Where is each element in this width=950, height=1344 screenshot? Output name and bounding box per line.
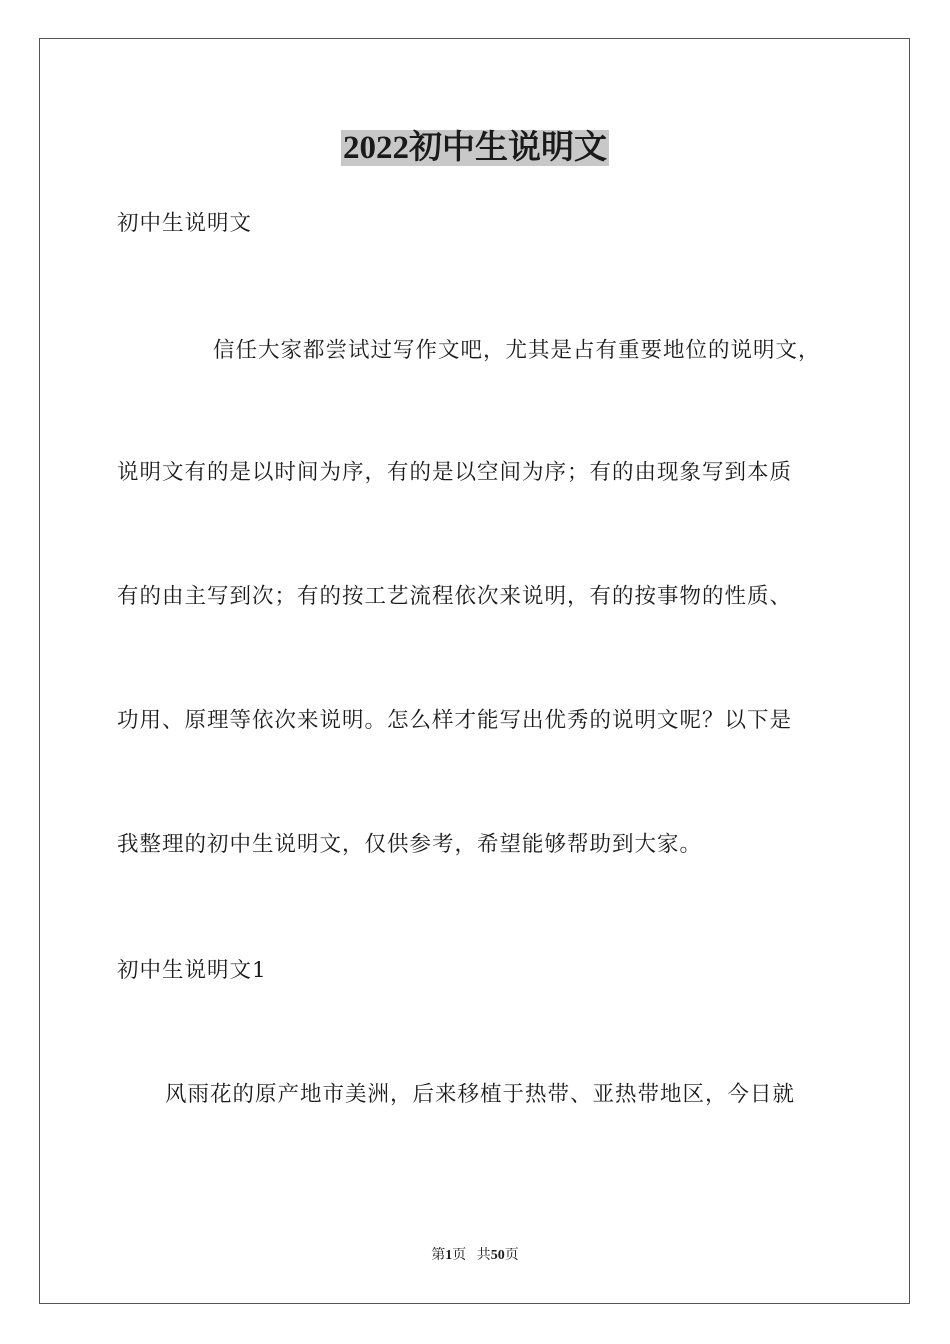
page-footer <box>0 1246 950 1266</box>
footer-page-suffix: 页 <box>452 1248 467 1263</box>
paragraph-line: 信任大家都尝试过写作文吧，尤其是占有重要地位的说明文， <box>213 338 821 363</box>
section-heading: 初中生说明文 <box>117 211 253 236</box>
document-title-text: 2022初中生说明文 <box>343 130 607 166</box>
paragraph-line: 有的由主写到次；有的按工艺流程依次来说明，有的按事物的性质、 <box>117 584 793 609</box>
paragraph-line: 功用、原理等依次来说明。怎么样才能写出优秀的说明文呢？以下是 <box>117 708 793 733</box>
footer-total-suffix: 页 <box>504 1248 519 1263</box>
paragraph-line: 说明文有的是以时间为序，有的是以空间为序；有的由现象写到本质 <box>117 460 793 485</box>
document-title <box>0 126 950 170</box>
footer-total-pages: 50 <box>490 1248 505 1263</box>
section-heading: 初中生说明文1 <box>117 958 267 983</box>
footer-page-number: 1 <box>445 1248 453 1263</box>
footer-total-prefix: 共 <box>476 1248 491 1263</box>
paragraph-line: 我整理的初中生说明文，仅供参考，希望能够帮助到大家。 <box>117 832 703 857</box>
footer-prefix: 第 <box>431 1248 446 1263</box>
paragraph-line: 风雨花的原产地市美洲，后来移植于热带、亚热带地区，今日就 <box>165 1082 796 1107</box>
